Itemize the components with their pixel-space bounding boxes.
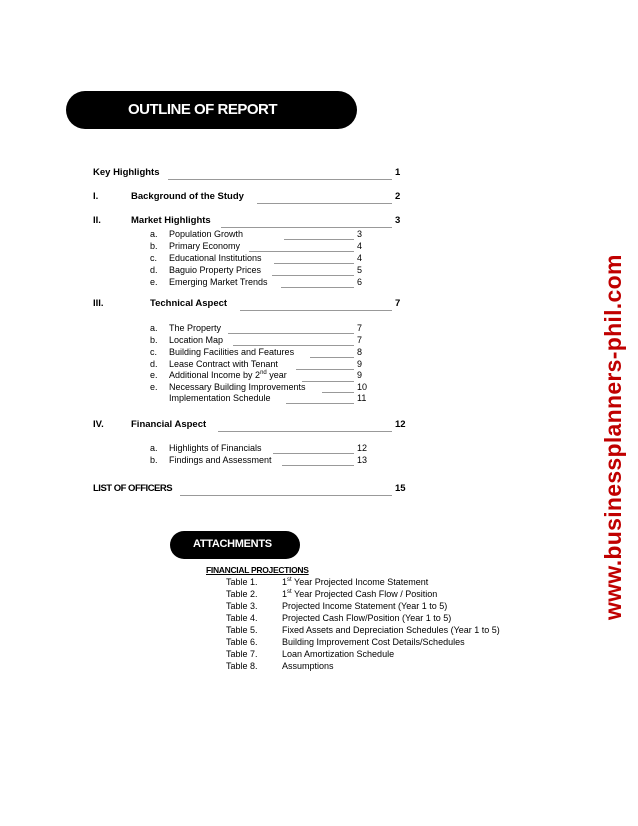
desc-part: 1 — [282, 577, 288, 587]
attachments-title: ATTACHMENTS — [193, 538, 272, 550]
leader-line — [228, 333, 354, 334]
toc-s2-item-letter: d. — [150, 265, 158, 275]
attachment-table-desc — [282, 649, 394, 659]
toc-s2-item-page: 6 — [357, 277, 363, 287]
toc-s3-item-letter: a. — [150, 323, 158, 333]
leader-line — [168, 179, 392, 180]
toc-s3-item-label: Lease Contract with Tenant — [169, 359, 278, 369]
attachment-table-id: Table 2. — [226, 589, 258, 599]
attachment-table-desc — [282, 577, 428, 587]
toc-s2-item-page: 5 — [357, 265, 363, 275]
attachment-table-id: Table 7. — [226, 649, 258, 659]
leader-line — [286, 403, 354, 404]
toc-s3-num: III. — [93, 298, 104, 309]
toc-officers-page: 15 — [395, 483, 406, 494]
desc-part: Year Projected Income Statement — [291, 577, 429, 587]
toc-s3-item-page: 7 — [357, 323, 363, 333]
desc-sup: st — [287, 589, 292, 595]
attachment-table-desc — [282, 661, 334, 671]
toc-s4-item-label: Findings and Assessment — [169, 455, 272, 465]
toc-s3-item-letter: e. — [150, 370, 158, 380]
toc-s2-page: 3 — [395, 215, 401, 226]
attachment-table-desc — [282, 613, 451, 623]
leader-line — [249, 251, 354, 252]
toc-s2-item-letter: b. — [150, 241, 158, 251]
leader-line — [273, 453, 354, 454]
toc-s2-num: II. — [93, 215, 101, 226]
leader-line — [310, 357, 354, 358]
toc-s2-item-letter: e. — [150, 277, 158, 287]
attachment-table-id: Table 6. — [226, 637, 258, 647]
toc-s2-item-label: Baguio Property Prices — [169, 265, 262, 275]
toc-s4-item-page: 12 — [357, 443, 368, 453]
leader-line — [284, 239, 354, 240]
toc-s3-item-label: Necessary Building Improvements — [169, 382, 306, 392]
toc-s2-item-label: Population Growth — [169, 229, 244, 239]
toc-s3-item-label: Location Map — [169, 335, 224, 345]
financial-projections-heading: FINANCIAL PROJECTIONS — [206, 565, 309, 575]
leader-line — [272, 275, 354, 276]
desc-part: Loan Amortization Schedule — [282, 649, 395, 659]
toc-officers: LIST OF OFFICERS — [93, 483, 173, 494]
report-title: OUTLINE OF REPORT — [128, 101, 277, 118]
toc-s4-item-label: Highlights of Financials — [169, 443, 262, 453]
toc-s3-item-letter: b. — [150, 335, 158, 345]
desc-sup: st — [287, 577, 292, 583]
toc-s3-item-page: 11 — [357, 393, 367, 403]
toc-s4-item-letter: a. — [150, 443, 158, 453]
toc-s3-item-page: 9 — [357, 370, 363, 380]
toc-s3-item-letter: c. — [150, 347, 158, 357]
leader-line — [257, 203, 392, 204]
desc-part: Assumptions — [282, 661, 334, 671]
toc-s3-item-label — [169, 370, 287, 380]
toc-s4-page: 12 — [395, 419, 406, 430]
attachments-banner — [170, 531, 300, 559]
attachment-table-desc — [282, 601, 447, 611]
desc-part: 1 — [282, 589, 288, 599]
leader-line — [274, 263, 354, 264]
toc-s3-item-letter: d. — [150, 359, 158, 369]
toc-s2-item-label: Emerging Market Trends — [169, 277, 268, 287]
toc-s3-label: Technical Aspect — [150, 298, 228, 309]
leader-line — [221, 227, 392, 228]
toc-s3-item-label: Building Facilities and Features — [169, 347, 295, 357]
attachment-table-desc — [282, 625, 500, 635]
leader-line — [281, 287, 354, 288]
attachment-table-id: Table 1. — [226, 577, 258, 587]
desc-part: Year Projected Cash Flow / Position — [291, 589, 438, 599]
leader-line — [240, 310, 392, 311]
toc-s1-num: I. — [93, 191, 99, 202]
toc-s4-num: IV. — [93, 419, 104, 430]
report-title-banner — [66, 91, 357, 129]
toc-s4-item-letter: b. — [150, 455, 158, 465]
toc-s1-label: Background of the Study — [131, 191, 244, 202]
toc-s2-item-page: 3 — [357, 229, 363, 239]
toc-s3-item-label: Implementation Schedule — [169, 393, 271, 403]
toc-s4-label: Financial Aspect — [131, 419, 207, 430]
leader-line — [218, 431, 392, 432]
website-url: www.businessplanners-phil.com — [600, 254, 626, 620]
label-part: year — [266, 370, 287, 380]
toc-s2-item-letter: c. — [150, 253, 158, 263]
toc-s3-page: 7 — [395, 298, 401, 309]
toc-s3-item-page: 7 — [357, 335, 363, 345]
toc-s3-item-letter: e. — [150, 382, 158, 392]
toc-s2-item-page: 4 — [357, 253, 363, 263]
leader-line — [302, 381, 354, 382]
leader-line — [180, 495, 392, 496]
toc-s4-item-page: 13 — [357, 455, 368, 465]
toc-s3-item-page: 8 — [357, 347, 363, 357]
toc-s3-item-page: 10 — [357, 382, 368, 392]
toc-s2-item-page: 4 — [357, 241, 363, 251]
attachment-table-desc — [282, 589, 437, 599]
attachment-table-desc — [282, 637, 465, 647]
toc-s2-item-label: Primary Economy — [169, 241, 241, 251]
attachment-table-id: Table 4. — [226, 613, 258, 623]
toc-s3-item-page: 9 — [357, 359, 363, 369]
leader-line — [296, 369, 354, 370]
toc-s2-item-label: Educational Institutions — [169, 253, 262, 263]
desc-part: Projected Income Statement (Year 1 to 5) — [282, 601, 448, 611]
attachment-table-id: Table 5. — [226, 625, 258, 635]
toc-key-page: 1 — [395, 167, 401, 178]
leader-line — [233, 345, 354, 346]
desc-part: Fixed Assets and Depreciation Schedules (Year 1 to 5) — [282, 625, 500, 635]
desc-part: Projected Cash Flow/Position (Year 1 to 5) — [282, 613, 452, 623]
toc-s1-page: 2 — [395, 191, 401, 202]
label-sup: nd — [260, 370, 267, 376]
toc-s2-item-letter: a. — [150, 229, 158, 239]
desc-part: Building Improvement Cost Details/Schedules — [282, 637, 465, 647]
toc-s3-item-label: The Property — [169, 323, 222, 333]
leader-line — [282, 465, 354, 466]
toc-s2-label: Market Highlights — [131, 215, 211, 226]
attachment-table-id: Table 8. — [226, 661, 258, 671]
attachment-table-id: Table 3. — [226, 601, 258, 611]
leader-line — [322, 392, 354, 393]
label-part: Additional Income by 2 — [169, 370, 261, 380]
toc-key-highlights: Key Highlights — [93, 167, 160, 178]
